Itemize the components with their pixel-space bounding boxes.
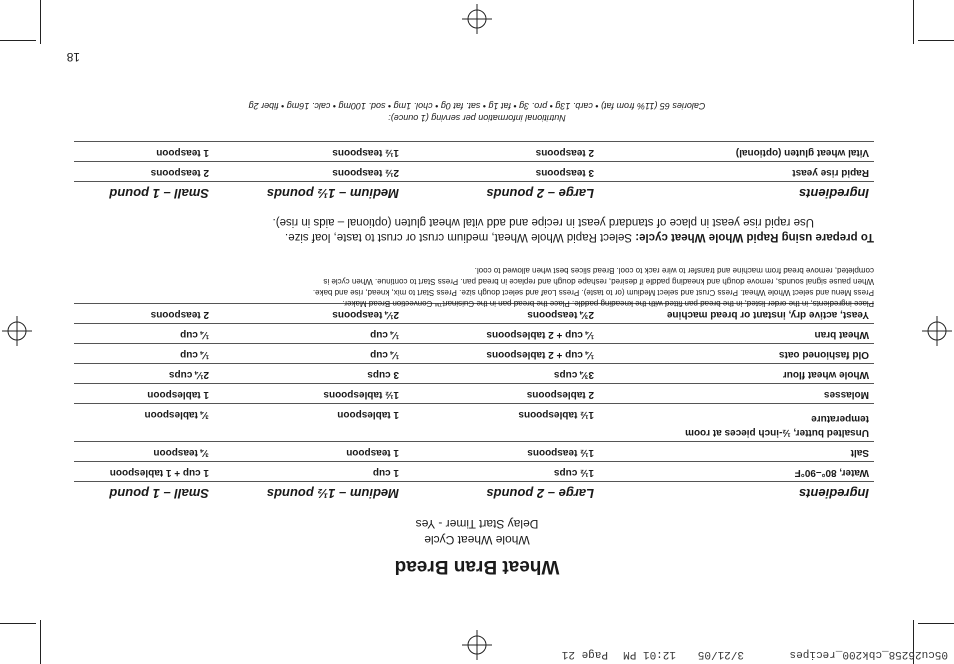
table2-header: [74, 183, 874, 201]
crop-mark: [0, 623, 36, 624]
small-cell: 1 teaspoon: [156, 147, 209, 158]
medium-cell: 2¼ teaspoons: [332, 309, 399, 320]
header-medium: Medium – 1½ pounds: [266, 186, 399, 201]
registration-mark-icon: [2, 316, 32, 346]
medium-cell: ¼ cup: [370, 349, 399, 360]
table-row: [74, 441, 874, 461]
rapid-cycle-text: [74, 214, 874, 244]
medium-cell: ¼ cup: [370, 329, 399, 340]
table-row: [74, 461, 874, 481]
small-cell: ¼ cup: [180, 349, 209, 360]
header-medium: Medium – 1½ pounds: [266, 486, 399, 501]
small-cell: ¼ cup: [180, 329, 209, 340]
instruction-line: When pause signal sounds, remove dough and kneading paddle if desired, reshape dough and replace in bread pan. Press Start to continue. When cycle is: [323, 277, 874, 286]
crop-mark: [40, 0, 41, 44]
large-cell: 2 teaspoons: [535, 147, 594, 158]
ingredient-cell: Whole wheat flour: [782, 369, 869, 380]
crop-mark: [0, 40, 36, 41]
medium-cell: 1 tablespoon: [337, 409, 399, 420]
delay-subtitle: Delay Start Timer - Yes: [415, 517, 539, 531]
table-row: [74, 383, 874, 403]
large-cell: ¼ cup + 2 tablespoons: [486, 349, 594, 360]
slug-page: Page 21: [561, 648, 608, 660]
small-cell: 1 tablespoon: [147, 389, 209, 400]
large-cell: 1½ cups: [553, 467, 594, 478]
header-large: Large – 2 pounds: [486, 186, 594, 201]
ingredient-cell: Molasses: [823, 389, 869, 400]
crop-mark: [918, 623, 954, 624]
rapid-line-1-rest: Select Rapid Whole Wheat, medium crust or crust to taste, loaf size.: [284, 231, 636, 243]
medium-cell: 1½ tablespoons: [323, 389, 399, 400]
slug-date: 3/21/05: [697, 648, 744, 660]
slug-line: [0, 644, 954, 664]
medium-cell: 1 teaspoon: [346, 447, 399, 458]
registration-mark-icon: [462, 4, 492, 34]
ingredient-cell: Vital wheat gluten (optional): [735, 147, 869, 158]
slug-file: 05cu26258_cbk200_recipes: [789, 648, 948, 660]
large-cell: 1½ tablespoons: [518, 409, 594, 420]
nutrition-label: Nutritional information per serving (1 ounce):: [388, 113, 566, 123]
small-cell: 2¼ cups: [168, 369, 209, 380]
ingredient-cell: Yeast, active dry, instant or bread machine: [666, 309, 869, 320]
nutrition-block: [0, 100, 954, 124]
table1-header: [74, 483, 874, 501]
ingredient-cell: Unsalted butter, ½-inch pieces at room temperature: [685, 413, 869, 438]
header-small: Small – 1 pound: [109, 486, 209, 501]
ingredient-table: [74, 303, 874, 482]
small-cell: 2 teaspoons: [150, 167, 209, 178]
ingredient-cell: Salt: [850, 447, 869, 458]
slug-time: 12:01 PM: [623, 648, 676, 660]
small-cell: 1 cup + 1 tablespoon: [109, 467, 209, 478]
nutrition-values: Calories 65 (11% from fat) • carb. 13g • pro. 3g • fat 1g • sat. fat 0g • chol. 1mg • sod. 100mg • calc. 16mg • fiber 2g: [248, 101, 706, 111]
ingredient-cell: Old fashioned oats: [778, 349, 869, 360]
instructions: [74, 265, 874, 309]
instruction-line: Place ingredients, in the order listed, in the bread pan fitted with the kneading paddle. Place the bread pan in the Cuisinart™ Convection Bread Maker.: [342, 299, 874, 308]
large-cell: 1½ teaspoons: [527, 447, 594, 458]
large-cell: ¼ cup + 2 tablespoons: [486, 329, 594, 340]
page-number: 18: [66, 50, 80, 64]
registration-mark-icon: [922, 316, 952, 346]
crop-mark: [918, 40, 954, 41]
large-cell: 2 tablespoons: [526, 389, 594, 400]
ingredient-cell: Wheat bran: [814, 329, 869, 340]
rapid-label: To prepare using Rapid Whole Wheat cycle:: [635, 231, 874, 243]
medium-cell: 1 cup: [372, 467, 399, 478]
ingredient-cell: Water, 80°–90°F: [794, 467, 869, 478]
recipe-title: Wheat Bran Bread: [394, 556, 560, 577]
header-ingredients: Ingredients: [798, 486, 869, 501]
table-row: [74, 343, 874, 363]
medium-cell: 3 cups: [367, 369, 399, 380]
small-cell: ¾ teaspoon: [153, 447, 209, 458]
large-cell: 3¾ cups: [553, 369, 594, 380]
instruction-line: Press Menu and select Whole Wheat. Press Crust and select Medium (or to taste). Press Loaf and select dough size. Press Start to mix, knead, rise and bake.: [312, 288, 874, 297]
large-cell: 2¾ teaspoons: [527, 309, 594, 320]
medium-cell: 1½ teaspoons: [332, 147, 399, 158]
large-cell: 3 teaspoons: [535, 167, 594, 178]
rapid-line-2: Use rapid rise yeast in place of standard yeast in recipe and add vital wheat gluten (optional – aids in rise).: [272, 216, 814, 228]
table-row: [74, 141, 874, 161]
header-ingredients: Ingredients: [798, 186, 869, 201]
table-row: [74, 403, 874, 441]
medium-cell: 2½ teaspoons: [332, 167, 399, 178]
header-large: Large – 2 pounds: [486, 486, 594, 501]
small-cell: 2 teaspoons: [150, 309, 209, 320]
rapid-line-1: [74, 229, 874, 244]
header-small: Small – 1 pound: [109, 186, 209, 201]
table-row: [74, 323, 874, 343]
small-cell: ¾ tablespoon: [144, 409, 209, 420]
crop-mark: [913, 0, 914, 44]
table-row: [74, 161, 874, 181]
ingredient-cell: Rapid rise yeast: [792, 167, 869, 178]
table-row: [74, 363, 874, 383]
instruction-line: completed, remove bread from machine and transfer to wire rack to cool. Bread slices best when allowed to cool.: [474, 266, 874, 275]
rapid-ingredient-table: [74, 141, 874, 182]
cycle-subtitle: Whole Wheat Cycle: [424, 533, 530, 547]
